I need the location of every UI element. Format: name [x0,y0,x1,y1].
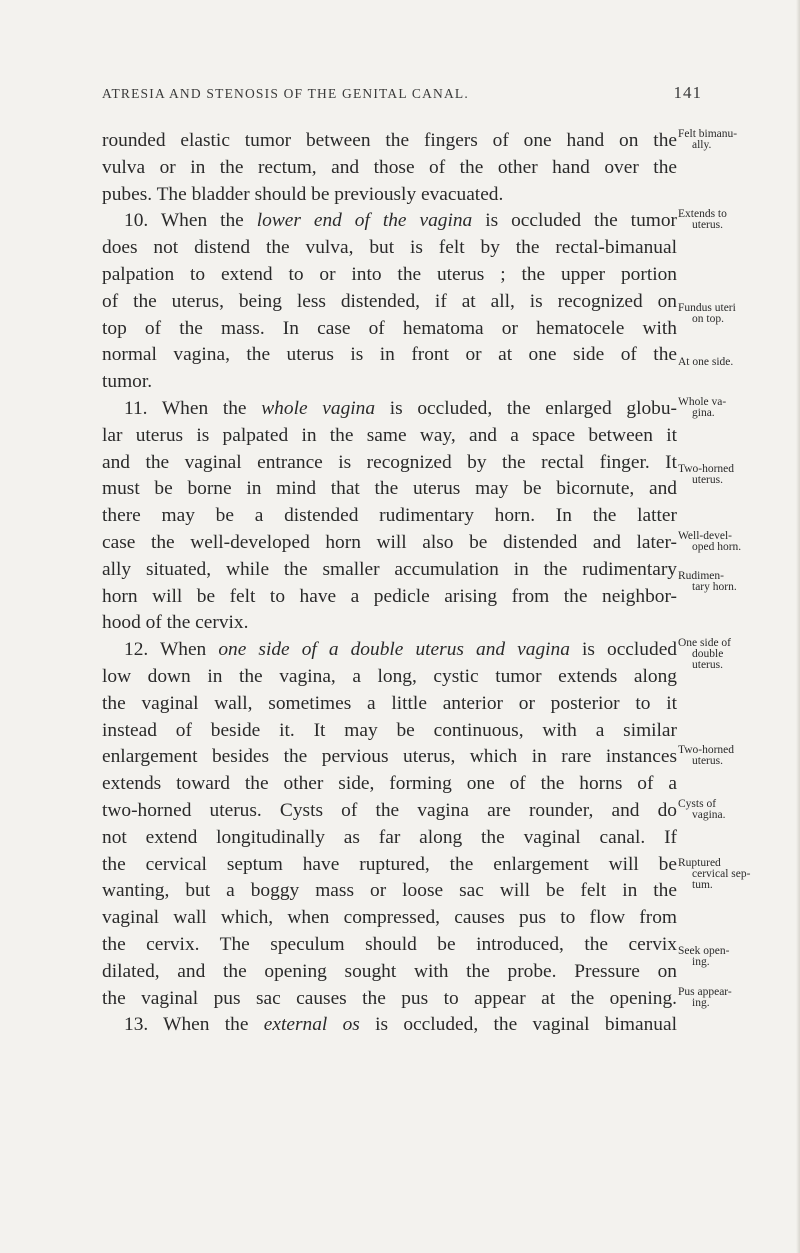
text-line [102,825,677,852]
text-line [102,664,677,691]
running-header [102,83,702,102]
margin-note [678,357,788,368]
margin-note-line: Rudimen- [678,570,724,583]
margin-note [678,209,788,231]
text-line [102,342,677,369]
text-line [102,503,677,530]
italic-phrase: lower end of the vagina [256,210,473,232]
text-line [102,557,677,584]
text-line [102,637,677,664]
text-run: is occluded, the vaginal bimanual [359,1014,678,1036]
text-run: case the well-developed horn will also be distended and later- [102,531,677,553]
margin-note-line: oped horn. [692,541,742,553]
text-run: dilated, and the opening sought with the probe. Pressure on [102,960,677,982]
margin-note [678,571,788,593]
margin-note-line: ing. [692,996,710,1009]
margin-note-line: ally. [692,139,712,151]
text-run: 13. When the [124,1014,264,1036]
margin-note-line: uterus. [692,219,723,232]
page-edge-shadow [796,0,800,1253]
italic-phrase: external os [263,1014,360,1036]
text-run: rounded elastic tumor between the fingers of one hand on the [102,130,677,151]
margin-note-line: At one side. [678,355,734,368]
text-line [102,530,677,557]
margin-note [678,858,788,891]
text-line [102,450,677,477]
text-run: two-horned uterus. Cysts of the vagina are rounder, and do [102,799,677,821]
margin-note-line: Pus appear- [678,985,732,998]
text-run: instead of beside it. It may be continuous, with a similar [102,719,677,741]
text-run: there may be a distended rudimentary horn. In the latter [102,505,677,527]
margin-note-line: uterus. [692,474,723,486]
margin-note-line: Fundus uteri [678,302,736,315]
text-line [102,959,677,986]
margin-note-line: gina. [692,407,715,419]
margin-note-line: Two-horned [678,463,735,475]
text-line [102,691,677,718]
margin-note-line: Ruptured [678,856,721,869]
margin-note-line: Two-horned [678,744,735,757]
text-run: must be borne in mind that the uterus may be bicornute, and [102,478,677,500]
text-line [102,771,677,798]
text-line [102,182,677,209]
margin-note-line: Well-devel- [678,530,732,542]
body-text [102,128,677,1039]
italic-phrase: one side of a double uterus and vagina [218,639,570,661]
text-run: vaginal wall which, when compressed, causes pus to flow from [102,907,677,929]
text-line [102,798,677,825]
margin-note-line: Whole va- [678,396,727,408]
text-line [102,396,677,423]
text-run: lar uterus is palpated in the same way, and a space between it [102,424,677,446]
margin-note-line: Cysts of [678,798,717,810]
text-line [102,852,677,879]
text-line [102,369,677,396]
margin-note [678,745,788,767]
text-line [102,744,677,771]
text-run: does not distend the vulva, but is felt by the rectal-bimanual [102,237,677,259]
text-run: 12. When [124,639,219,661]
text-run: the vaginal pus sac causes the pus to appear at the opening. [102,987,677,1009]
margin-note-line: double [692,648,724,661]
text-line [102,235,677,262]
text-run: and the vaginal entrance is recognized by the rectal finger. It [102,451,677,473]
margin-note [678,531,788,553]
margin-note-line: uterus. [692,755,723,768]
text-line [102,262,677,289]
margin-note-line: Extends to [678,208,727,221]
text-run: vulva or in the rectum, and those of the other hand over the [102,156,677,178]
margin-note [678,638,788,671]
text-run: low down in the vagina, a long, cystic tumor extends along [102,665,677,687]
text-line [102,878,677,905]
text-run: top of the mass. In case of hematoma or hematocele with [102,317,677,339]
text-run: 10. When the [124,210,257,232]
text-run: the vaginal wall, sometimes a little anterior or posterior to it [102,692,677,714]
text-line [102,155,677,182]
margin-note-line: cervical sep- [692,867,751,880]
text-run: is occluded [569,639,677,661]
text-line [102,208,677,235]
text-line [102,905,677,932]
margin-note-line: vagina. [692,809,726,821]
text-run: enlargement besides the pervious uterus, which in rare instances [102,746,677,768]
page-number: 141 [673,83,702,102]
margin-note [678,303,788,325]
margin-note [678,946,788,968]
text-line [102,986,677,1013]
margin-note-line: Seek open- [678,945,730,958]
margin-note-line: uterus. [692,659,723,672]
margin-note-line: ing. [692,956,710,969]
text-line [102,423,677,450]
text-line [102,289,677,316]
text-run: wanting, but a boggy mass or loose sac will be felt in the [102,880,677,902]
text-line [102,610,677,637]
margin-note [678,129,788,151]
margin-note [678,397,788,419]
margin-note-line: tary horn. [692,581,737,594]
margin-note-line: tum. [692,878,713,891]
italic-phrase: whole vagina [261,397,376,419]
text-line [102,316,677,343]
text-run: not extend longitudinally as far along the vaginal canal. If [102,826,677,848]
text-run: is occluded the tumor [472,210,677,232]
text-run: 11. When the [124,397,262,419]
text-line [102,584,677,611]
text-run: normal vagina, the uterus is in front or at one side of the [102,344,677,366]
margin-note [678,987,788,1009]
margin-note-line: One side of [678,637,732,650]
text-run: palpation to extend to or into the uterus ; the upper portion [102,263,677,285]
text-line [102,718,677,745]
margin-note [678,799,788,821]
text-run: pubes. The bladder should be previously evacuated. [102,183,504,205]
running-title: ATRESIA AND STENOSIS OF THE GENITAL CANAL. [102,86,469,101]
text-run: extends toward the other side, forming one of the horns of a [102,773,677,795]
text-line [102,1012,677,1039]
text-run: tumor. [102,371,153,393]
text-run: hood of the cervix. [102,612,249,634]
text-run: is occluded, the enlarged globu- [375,397,677,419]
text-line [102,128,677,155]
text-run: the cervical septum have ruptured, the enlargement will be [102,853,677,875]
text-run: ally situated, while the smaller accumulation in the rudimentary [102,558,677,580]
text-run: of the uterus, being less distended, if at all, is recognized on [102,290,677,312]
text-run: the cervix. The speculum should be introduced, the cervix [102,933,677,955]
text-line [102,476,677,503]
margin-note-line: Felt bimanu- [678,128,738,140]
margin-note [678,464,788,486]
text-run: horn will be felt to have a pedicle arising from the neighbor- [102,585,677,607]
margin-note-line: on top. [692,313,724,326]
text-line [102,932,677,959]
